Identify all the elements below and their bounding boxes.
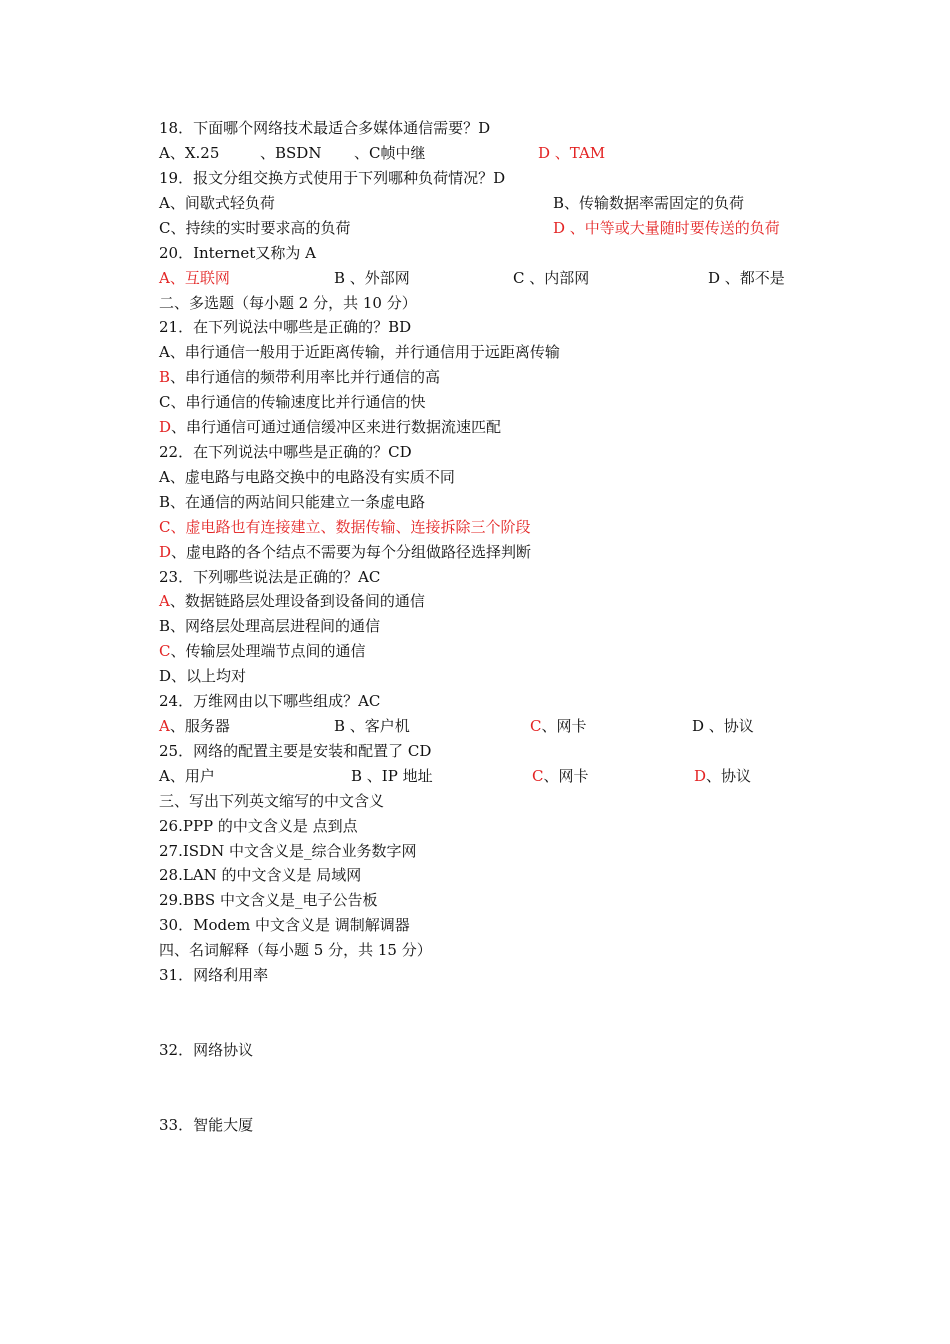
q19-option-c: C、持续的实时要求高的负荷 <box>159 219 351 237</box>
q25-option-b: B 、IP 地址 <box>351 767 433 785</box>
q22-option-d-text: 、虚电路的各个结点不需要为每个分组做路径选择判断 <box>171 543 532 561</box>
q18-option-a: A、X.25 <box>159 144 220 162</box>
q22-option-c: C、虚电路也有连接建立、数据传输、连接拆除三个阶段 <box>159 518 531 536</box>
q24-option-a-text: 、服务器 <box>169 717 230 735</box>
q25-option-d <box>694 765 751 787</box>
q24-option-c-text: 、网卡 <box>541 717 587 735</box>
q25-option-d-text: 、协议 <box>706 767 752 785</box>
q23-option-b: B、网络层处理高层进程间的通信 <box>159 617 381 635</box>
q26-text: 26.PPP 的中文含义是 点到点 <box>159 817 358 835</box>
section-heading-2: 二、多选题（每小题 2 分，共 10 分） <box>159 294 417 312</box>
q20-option-a-letter: A <box>159 269 170 287</box>
q23-option-c-letter: C <box>159 642 171 660</box>
q25-option-d-letter: D <box>694 767 707 785</box>
q19-stem: 19．报文分组交换方式使用于下列哪种负荷情况？D <box>159 169 506 187</box>
q18-option-c: 、C帧中继 <box>354 144 426 162</box>
q21-option-a: A、串行通信一般用于近距离传输，并行通信用于远距离传输 <box>159 343 560 361</box>
q25-option-c-text: 、网卡 <box>543 767 589 785</box>
q20-option-a-text: 、互联网 <box>169 269 230 287</box>
q29-text: 29.BBS 中文含义是_电子公告板 <box>159 891 378 909</box>
q22-stem: 22．在下列说法中哪些是正确的？CD <box>159 443 412 461</box>
q20-option-d: D 、都不是 <box>708 269 785 287</box>
q21-option-b-text: 、串行通信的频带利用率比并行通信的高 <box>170 368 441 386</box>
q23-option-c <box>159 640 366 662</box>
q24-option-b: B 、客户机 <box>334 717 410 735</box>
q19-option-b: B、传输数据率需固定的负荷 <box>553 194 745 212</box>
q23-option-d: D、以上均对 <box>159 667 247 685</box>
q30-text: 30．Modem 中文含义是 调制解调器 <box>159 916 410 934</box>
q22-option-a: A、虚电路与电路交换中的电路没有实质不同 <box>159 468 455 486</box>
q28-text: 28.LAN 的中文含义是 局域网 <box>159 866 362 884</box>
q33-text: 33．智能大厦 <box>159 1116 254 1134</box>
q25-option-c <box>532 765 589 787</box>
q21-stem: 21．在下列说法中哪些是正确的？BD <box>159 318 412 336</box>
q24-option-c-letter: C <box>530 717 542 735</box>
q21-option-b <box>159 366 440 388</box>
section-heading-3: 三、写出下列英文缩写的中文含义 <box>159 792 385 810</box>
q23-option-a-letter: A <box>159 592 170 610</box>
q23-option-a <box>159 590 425 612</box>
q25-option-a: A、用户 <box>159 767 215 785</box>
q18-option-b: 、BSDN <box>260 144 322 162</box>
q27-text: 27.ISDN 中文含义是_综合业务数字网 <box>159 842 417 860</box>
q23-option-c-text: 、传输层处理端节点间的通信 <box>170 642 366 660</box>
q21-option-d <box>159 416 501 438</box>
section-heading-4: 四、名词解释（每小题 5 分，共 15 分） <box>159 941 432 959</box>
q23-option-a-text: 、数据链路层处理设备到设备间的通信 <box>169 592 425 610</box>
q21-option-c: C、串行通信的传输速度比并行通信的快 <box>159 393 426 411</box>
q23-stem: 23．下列哪些说法是正确的？AC <box>159 568 381 586</box>
q20-option-c: C 、内部网 <box>513 269 590 287</box>
q24-option-a <box>159 715 230 737</box>
q24-option-a-letter: A <box>159 717 170 735</box>
q25-stem: 25．网络的配置主要是安装和配置了 CD <box>159 742 432 760</box>
q22-option-d <box>159 541 531 563</box>
q24-option-c <box>530 715 587 737</box>
q18-option-d: D 、TAM <box>538 144 606 162</box>
q32-text: 32．网络协议 <box>159 1041 254 1059</box>
q20-option-a <box>159 267 230 289</box>
q18-stem: 18．下面哪个网络技术最适合多媒体通信需要？D <box>159 119 491 137</box>
q31-text: 31．网络利用率 <box>159 966 269 984</box>
q19-option-a: A、间歇式轻负荷 <box>159 194 275 212</box>
q19-option-d: D 、中等或大量随时要传送的负荷 <box>553 219 780 237</box>
q22-option-d-letter: D <box>159 543 172 561</box>
q25-option-c-letter: C <box>532 767 544 785</box>
q21-option-d-text: 、串行通信可通过通信缓冲区来进行数据流速匹配 <box>171 418 502 436</box>
q24-option-d: D 、协议 <box>692 717 754 735</box>
q22-option-b: B、在通信的两站间只能建立一条虚电路 <box>159 493 426 511</box>
q21-option-b-letter: B <box>159 368 171 386</box>
q21-option-d-letter: D <box>159 418 172 436</box>
q20-option-b: B 、外部网 <box>334 269 410 287</box>
q24-stem: 24．万维网由以下哪些组成？AC <box>159 692 381 710</box>
q20-stem: 20．Internet又称为 A <box>159 244 316 262</box>
